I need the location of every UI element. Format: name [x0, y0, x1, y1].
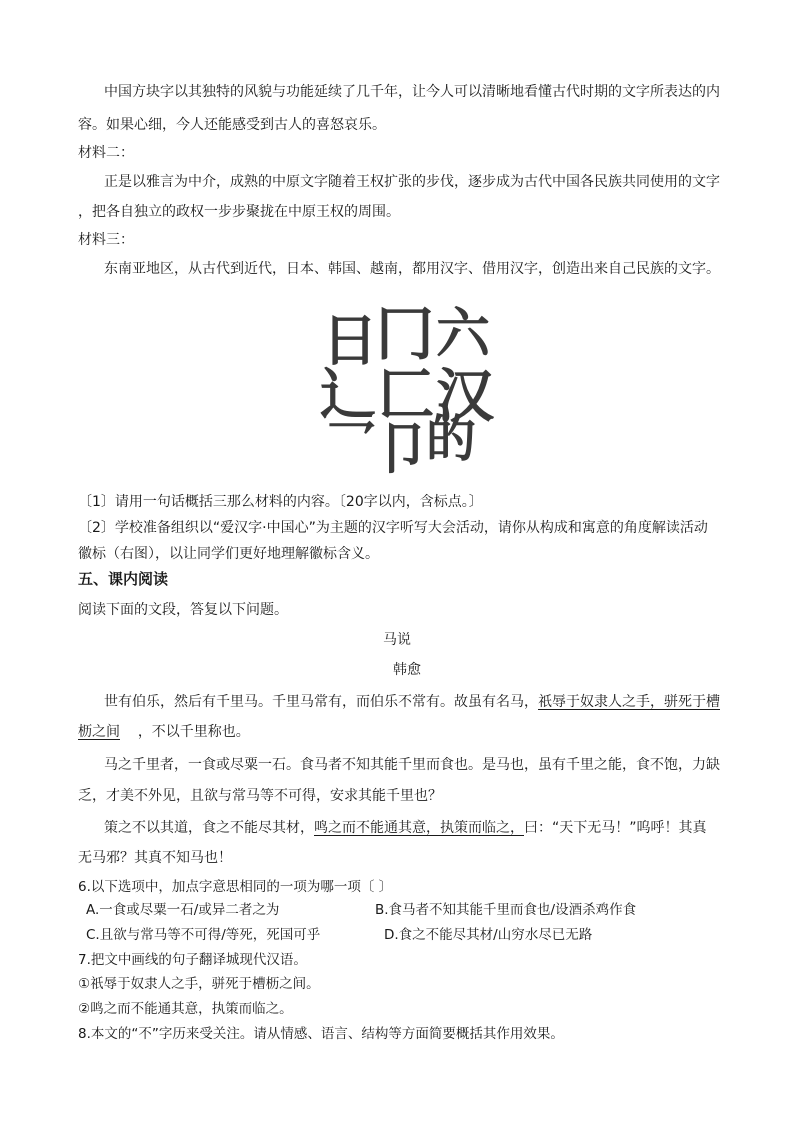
question-2-line-1: 〔2〕学校准备组织以“爱汉字·中国心”为主题的汉字听写大会活动，请你从构成和寓意的角度解读活动 [78, 520, 708, 536]
question-6: 6.以下选项中，加点字意思相同的一项为哪一项〔 〕 [78, 879, 393, 895]
question-8: 8.本文的“不”字历来受关注。请从情感、语言、结构等方面简要概括其作用效果。 [78, 1026, 564, 1042]
emblem-glyph-4: 辶 [320, 362, 376, 428]
hanzi-emblem-image [318, 292, 498, 482]
emblem-glyph-7: 乛 [326, 415, 376, 474]
emblem-glyph-6: 汉 [436, 362, 495, 430]
emblem-glyph-9: 的 [426, 409, 476, 468]
material-2-label: 材料二： [78, 145, 134, 161]
essay-para-1-text: 世有伯乐，然后有千里马。千里马常有，而伯乐不常有。故虽有名马， [104, 694, 538, 710]
option-d: D.食之不能尽其材/山穷水尽已无路 [384, 927, 593, 943]
underlined-sentence-1-part-2: 枥之间 [78, 724, 120, 740]
underlined-sentence-1-part-1: 祇辱于奴隶人之手，骈死于槽 [538, 694, 720, 710]
section-5-intro: 阅读下面的文段，答复以下问题。 [78, 602, 288, 618]
emblem-glyph-8: 卩 [374, 416, 430, 482]
essay-para-1-line-2 [78, 722, 250, 742]
question-7-item-2: ②鸣之而不能通其意，执策而临之。 [78, 1001, 293, 1017]
essay-author: 韩愈 [393, 662, 421, 678]
essay-para-3-text: 策之不以其道，食之不能尽其材， [104, 820, 314, 836]
essay-para-3-tail: 曰：“天下无马！”呜呼！其真 [524, 820, 707, 836]
essay-para-1-tail: ，不以千里称也。 [137, 724, 250, 740]
essay-para-2-line-1: 马之千里者，一食或尽粟一石。食马者不知其能千里而食也。是马也，虽有千里之能，食不饱，力缺 [104, 757, 720, 773]
section-5-title: 五、课内阅读 [78, 570, 169, 588]
emblem-glyph-2: 冂 [376, 300, 435, 368]
option-b: B.食马者不知其能千里而食也/设酒杀鸡作食 [375, 902, 637, 918]
question-7-item-1: ①祇辱于奴隶人之手，骈死于槽枥之间。 [78, 976, 320, 992]
material-3-line-1: 东南亚地区，从古代到近代，日本、韩国、越南，都用汉字、借用汉字，创造出来自己民族的文字。 [104, 261, 720, 277]
question-2-line-2: 徽标（右图），以让同学们更好地理解徽标含义。 [78, 546, 379, 562]
material-1-line-2: 容。如果心细，今人还能感受到古人的喜怒哀乐。 [78, 117, 386, 133]
emblem-glyph-3: 六 [436, 301, 490, 365]
essay-para-1-line-1 [104, 692, 720, 712]
emblem-glyph-1: 日 [322, 308, 378, 374]
essay-title: 马说 [383, 632, 411, 648]
essay-para-3-line-2: 无马邪？其真不知马也！ [78, 850, 232, 866]
material-3-label: 材料三： [78, 232, 134, 248]
essay-para-3-line-1 [104, 818, 707, 838]
emblem-glyph-5: 匚 [378, 362, 434, 428]
material-2-line-2: ，把各自独立的政权一步步聚拢在中原王权的周围。 [78, 204, 400, 220]
question-7: 7.把文中画线的句子翻译城现代汉语。 [78, 952, 307, 968]
material-1-line-1: 中国方块字以其独特的风貌与功能延续了几千年，让今人可以清晰地看懂古代时期的文字所表达的内 [104, 84, 720, 100]
material-2-line-1: 正是以雅言为中介，成熟的中原文字随着王权扩张的步伐，逐步成为古代中国各民族共同使用的文字 [104, 174, 720, 190]
option-a: A.一食或尽粟一石/或异二者之为 [86, 902, 280, 918]
option-c: C.且欲与常马等不可得/等死，死国可乎 [86, 927, 321, 943]
essay-para-2-line-2: 乏，才美不外见，且欲与常马等不可得，安求其能千里也？ [78, 788, 442, 804]
question-1: 〔1〕请用一句话概括三那么材料的内容。〔20字以内，含标点。〕 [78, 494, 483, 510]
underlined-sentence-2: 鸣之而不能通其意，执策而临之， [314, 820, 524, 836]
